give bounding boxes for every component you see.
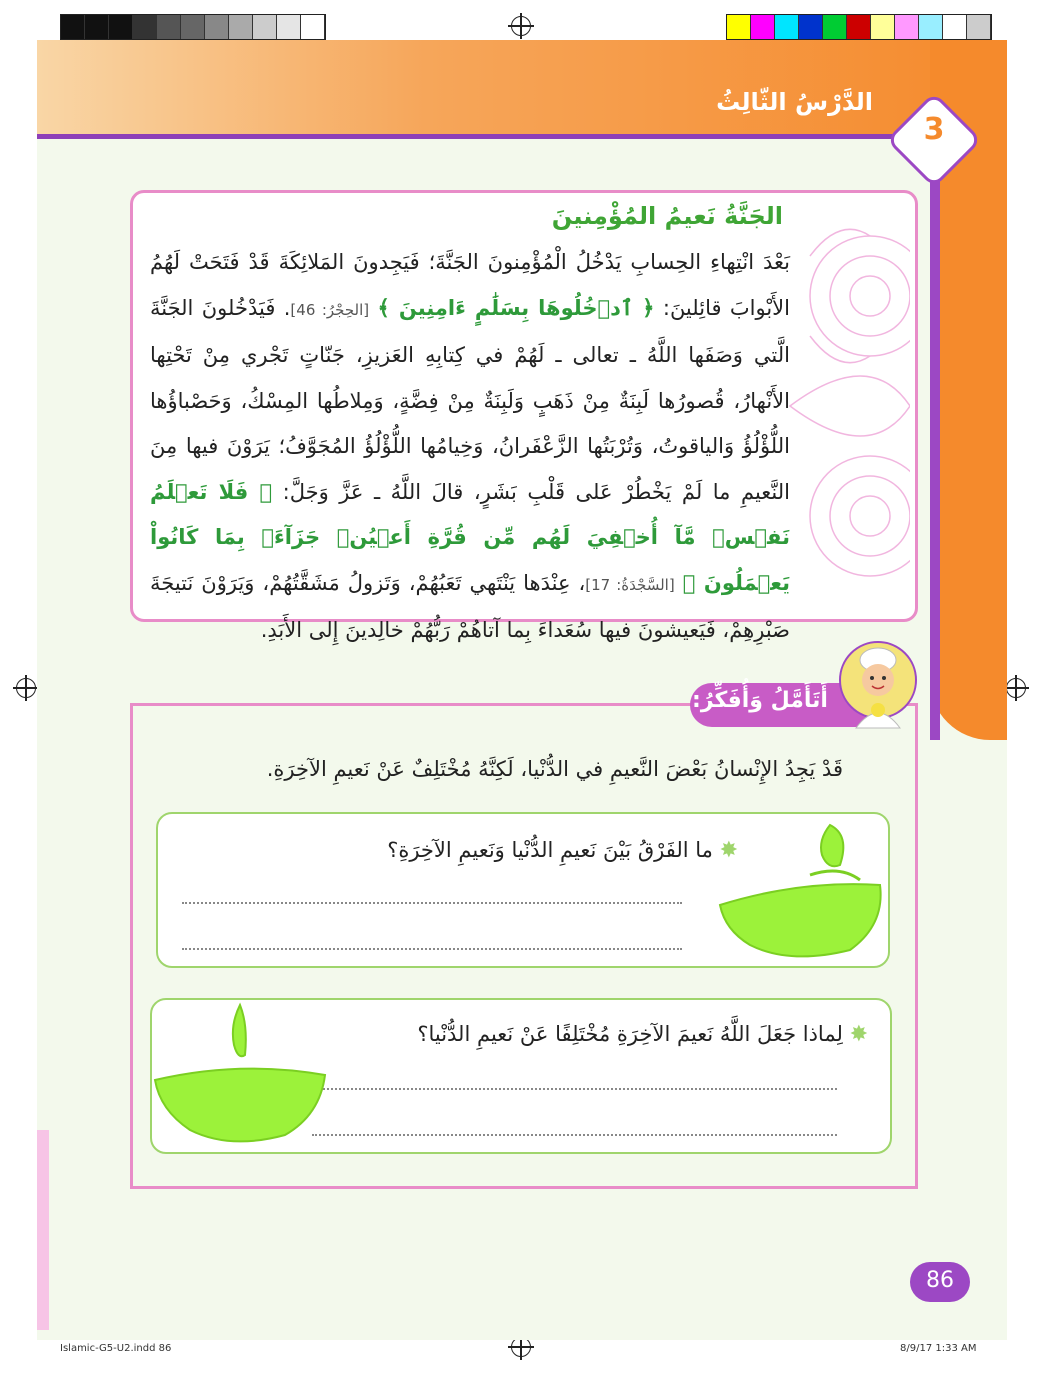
paragraph-part-1: بَعْدَ انْتِهاءِ الحِسابِ يَدْخُلُ الْمُؤْمِنونَ الجَنَّةَ؛ فَيَجِدونَ المَلائِكَةَ قَدْ فَتَحَتْ لَهُمُ الأَبْوابَ قائِلينَ: xyxy=(150,250,790,320)
color-swatch xyxy=(205,15,229,39)
question-2-text: لِماذا جَعَلَ اللَّهُ نَعيمَ الآخِرَةِ مُخْتَلِفًا عَنْ نَعيمِ الدُّنْيا؟ xyxy=(417,1022,843,1046)
color-swatch xyxy=(133,15,157,39)
registration-mark-bottom xyxy=(511,1337,531,1357)
question-1 xyxy=(387,838,738,863)
color-swatch xyxy=(823,15,847,39)
reading-paragraph xyxy=(150,240,790,654)
reflect-statement: قَدْ يَجِدُ الإِنْسانُ بَعْضَ النَّعيمِ في الدُّنْيا، لَكِنَّهُ مُخْتَلِفٌ عَنْ نَعيمِ الآخِرَةِ. xyxy=(266,757,843,781)
bullet-star-icon: ✸ xyxy=(719,838,738,863)
color-swatch xyxy=(61,15,85,39)
lesson-number: 3 xyxy=(923,112,945,147)
color-swatch xyxy=(109,15,133,39)
bullet-star-icon: ✸ xyxy=(849,1022,868,1047)
lesson-title: الدَّرْسُ الثّالِثُ xyxy=(716,88,873,116)
footer-date: 8/9/17 1:33 AM xyxy=(900,1343,977,1354)
verse-reference-1: [الحِجْرُ: 46] xyxy=(290,300,370,319)
color-swatch xyxy=(847,15,871,39)
color-swatch xyxy=(799,15,823,39)
registration-mark-left xyxy=(16,678,36,698)
paragraph-part-2: . فَيَدْخُلونَ الجَنَّةَ الَّتي وَصَفَها اللَّهُ ـ تعالى ـ لَهُمْ في كِتابِهِ العَزيزِ، جَنّاتٍ تَجْري مِنْ تَحْتِها الأَنْهارُ، قُصورُها لَبِنَةٌ مِنْ ذَهَبٍ وَلَبِنَةٌ مِنْ فِضَّةٍ، وَمِلاطُها المِسْكُ، وَحَصْباؤُها اللُّؤْلُؤُ وَالياقوتُ، وَتُرْبَتُها الزَّعْفَرانُ، وَخِيامُها اللُّؤْلُؤُ المُجَوَّفُ؛ يَرَوْنَ فيها مِنَ النَّعيمِ ما لَمْ يَخْطُرْ عَلى قَلْبِ بَشَرٍ، قالَ اللَّهُ ـ عَزَّ وَجَلَّ: xyxy=(150,295,790,504)
footer-file: Islamic-G5-U2.indd 86 xyxy=(60,1343,172,1354)
oil-lamp-icon xyxy=(710,815,890,965)
page-number: 86 xyxy=(926,1268,954,1293)
child-thinking-icon xyxy=(838,640,918,730)
reflect-right-border xyxy=(915,703,918,1189)
header-divider xyxy=(37,134,917,139)
section-title: الجَنَّةُ نَعيمُ المُؤْمِنينَ xyxy=(551,202,783,230)
verse-reference-2: [السَّجْدَةُ: 17] xyxy=(585,575,675,594)
side-band-accent xyxy=(930,140,940,740)
color-swatch xyxy=(919,15,943,39)
color-swatch xyxy=(895,15,919,39)
answer-line-1[interactable] xyxy=(182,902,682,904)
question-2 xyxy=(417,1022,868,1047)
quran-verse-2: ﴿ فَلَا تَعۡلَمُ نَفۡسٞ مَّآ أُخۡفِيَ لَهُم مِّن قُرَّةِ أَعۡيُنٖ جَزَآءَۢ بِمَا كَانُواْ يَعۡمَلُونَ ﴾ xyxy=(150,479,790,595)
color-swatch xyxy=(967,15,991,39)
print-color-bar xyxy=(726,14,992,40)
color-swatch xyxy=(181,15,205,39)
color-swatch xyxy=(229,15,253,39)
reflect-bottom-border xyxy=(130,1186,918,1189)
color-swatch xyxy=(751,15,775,39)
answer-line-3[interactable] xyxy=(312,1088,837,1090)
registration-mark-top xyxy=(511,16,531,36)
paragraph-part-3: ، عِنْدَها يَنْتَهي تَعَبُهُمْ، وَتَزولُ مَشَقَّتُهُمْ، وَيَرَوْنَ نَتيجَةَ صَبْرِهِمْ، فَيَعيشونَ فيها سُعَداءَ بِما آتاهُمْ رَبُّهُمْ خالِدينَ إِلى الأَبَدِ. xyxy=(150,570,790,642)
color-swatch xyxy=(277,15,301,39)
color-swatch xyxy=(871,15,895,39)
color-swatch xyxy=(85,15,109,39)
question-1-text: ما الفَرْقُ بَيْنَ نَعيمِ الدُّنْيا وَنَعيمِ الآخِرَةِ؟ xyxy=(387,838,713,862)
color-swatch xyxy=(301,15,325,39)
reflect-left-border xyxy=(130,703,133,1189)
answer-line-4[interactable] xyxy=(312,1134,837,1136)
quran-verse-1: ﴿ ٱدۡخُلُوهَا بِسَلَٰمٍ ءَامِنِينَ ﴾ xyxy=(377,295,655,320)
registration-mark-right xyxy=(1006,678,1026,698)
answer-line-2[interactable] xyxy=(182,948,682,950)
page-edge-strip xyxy=(37,1130,49,1330)
color-swatch xyxy=(253,15,277,39)
print-grayscale-bar xyxy=(60,14,326,40)
reflect-label: أَتَأَمَّلُ وَأُفَكِّرُ: xyxy=(692,688,828,713)
color-swatch xyxy=(727,15,751,39)
oil-lamp-icon xyxy=(150,1000,330,1150)
color-swatch xyxy=(157,15,181,39)
color-swatch xyxy=(775,15,799,39)
color-swatch xyxy=(943,15,967,39)
